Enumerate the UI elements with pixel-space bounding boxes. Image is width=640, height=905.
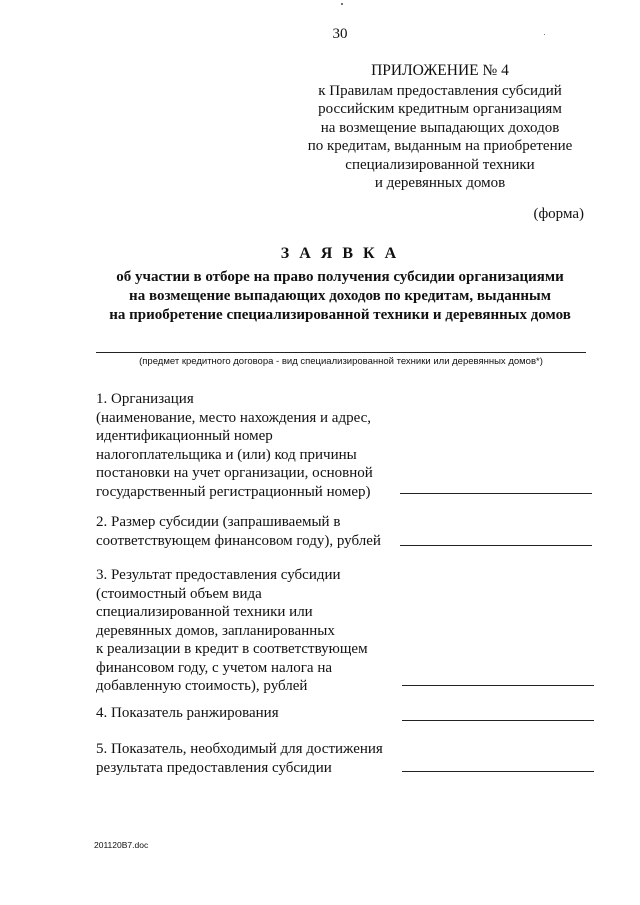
field-label-line: специализированной техники или — [96, 604, 313, 620]
field-label-line: 2. Размер субсидии (запрашиваемый в — [96, 514, 341, 530]
field-label-line: к реализации в кредит в соответствующем — [96, 641, 368, 657]
form-label: (форма) — [533, 206, 584, 222]
field-ranking-indicator-label — [96, 704, 279, 723]
field-result-indicator-label — [96, 740, 383, 777]
page-number: 30 — [332, 26, 348, 42]
appendix-line: и деревянных домов — [374, 175, 506, 191]
field-organization-blank[interactable] — [400, 493, 592, 494]
field-label-line: налогоплательщика и (или) код причины — [96, 446, 357, 463]
subject-caption: (предмет кредитного договора - вид специализированной техники или деревянных домов*) — [139, 356, 543, 367]
field-label-line: 4. Показатель ранжирования — [96, 705, 279, 721]
field-result-indicator-blank[interactable] — [402, 771, 594, 772]
field-ranking-indicator-blank[interactable] — [402, 720, 594, 721]
field-label-line: (стоимостный объем вида — [96, 585, 262, 602]
field-organization-label — [96, 390, 373, 501]
subtitle-line: на возмещение выпадающих доходов по кредитам, выданным — [129, 288, 551, 304]
footer-filename: 201120B7.doc — [94, 840, 149, 850]
field-label-line: 1. Организация — [96, 391, 194, 407]
subject-blank-line[interactable] — [96, 352, 586, 353]
appendix-line: к Правилам предоставления субсидий — [318, 82, 562, 99]
field-label-line: постановки на учет организации, основной — [96, 465, 373, 481]
subtitle-line: на приобретение специализированной техники и деревянных домов — [109, 307, 571, 323]
field-subsidy-result-blank[interactable] — [402, 685, 594, 686]
document-title: З А Я В К А — [280, 245, 400, 262]
field-label-line: деревянных домов, запланированных — [96, 622, 335, 639]
appendix-line: на возмещение выпадающих доходов — [320, 119, 560, 136]
appendix-line: специализированной техники — [345, 156, 535, 173]
field-label-line: соответствующем финансовом году), рублей — [96, 532, 381, 549]
field-subsidy-amount-label — [96, 513, 381, 550]
field-label-line: 5. Показатель, необходимый для достижения — [96, 741, 383, 757]
field-label-line: 3. Результат предоставления субсидии — [96, 567, 341, 583]
subtitle-line: об участии в отборе на право получения субсидии организациями — [116, 269, 564, 285]
appendix-line: российским кредитным организациям — [318, 101, 562, 117]
appendix-title: ПРИЛОЖЕНИЕ № 4 — [371, 62, 509, 79]
field-subsidy-amount-blank[interactable] — [400, 545, 592, 546]
field-label-line: финансовом году, с учетом налога на — [96, 659, 333, 676]
field-label-line: (наименование, место нахождения и адрес, — [96, 409, 372, 426]
field-label-line: идентификационный номер — [96, 428, 273, 444]
field-label-line: государственный регистрационный номер) — [96, 483, 371, 500]
field-label-line: добавленную стоимость), рублей — [96, 678, 308, 694]
field-label-line: результата предоставления субсидии — [96, 759, 332, 776]
scan-speck — [341, 3, 343, 5]
field-subsidy-result-label — [96, 566, 368, 696]
scan-speck — [544, 34, 545, 35]
appendix-line: по кредитам, выданным на приобретение — [307, 138, 573, 154]
appendix-header — [250, 62, 630, 193]
document-subtitle — [0, 268, 640, 325]
